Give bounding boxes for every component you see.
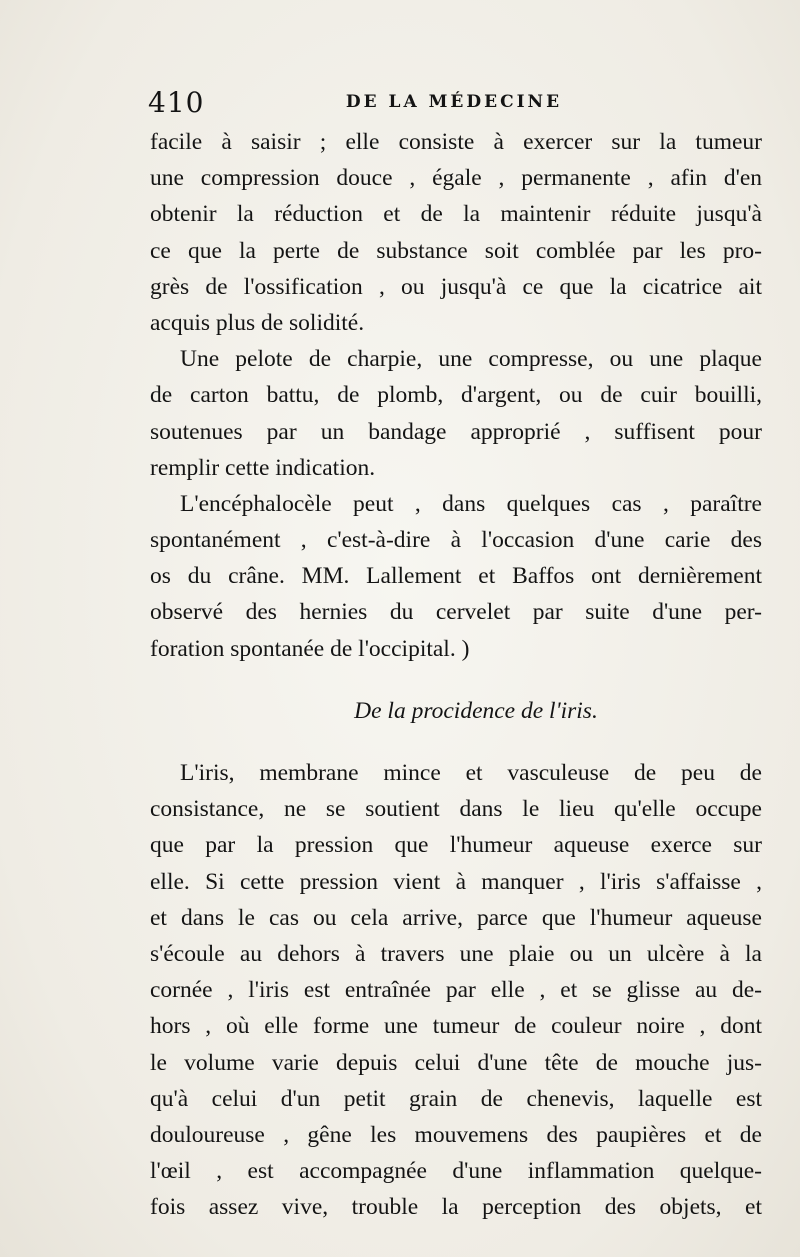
body-text: [150, 124, 762, 1225]
text-line: s'écoule au dehors à travers une plaie ou un ulcère à la: [150, 940, 762, 967]
text-line: grès de l'ossification , ou jusqu'à ce que la cicatrice ait: [150, 273, 762, 300]
text-line: elle. Si cette pression vient à manquer , l'iris s'affaisse ,: [150, 868, 762, 895]
page-number: 410: [148, 86, 205, 119]
text-line: le volume varie depuis celui d'une tête de mouche jus-: [150, 1049, 762, 1076]
text-line: fois assez vive, trouble la perception des objets, et: [150, 1194, 762, 1221]
running-title: DE LA MÉDECINE: [345, 92, 563, 112]
text-line: spontanément , c'est-à-dire à l'occasion d'une carie des: [150, 527, 762, 554]
spacer: [150, 729, 762, 755]
page-header: [148, 86, 760, 122]
text-line: l'œil , est accompagnée d'une inflammation quelque-: [150, 1158, 762, 1185]
text-line: L'encéphalocèle peut , dans quelques cas , paraître: [180, 490, 762, 517]
text-line: Une pelote de charpie, une compresse, ou une plaque: [180, 346, 762, 373]
text-line: ce que la perte de substance soit comblée par les pro-: [150, 237, 762, 264]
text-line: obtenir la réduction et de la maintenir réduite jusqu'à: [150, 201, 762, 228]
text-line: acquis plus de solidité.: [150, 309, 365, 336]
spacer: [150, 667, 762, 693]
text-line: qu'à celui d'un petit grain de chenevis, laquelle est: [150, 1085, 762, 1112]
text-line: de carton battu, de plomb, d'argent, ou de cuir bouilli,: [150, 382, 762, 409]
text-line: consistance, ne se soutient dans le lieu qu'elle occupe: [150, 796, 762, 823]
text-line: L'iris, membrane mince et vasculeuse de peu de: [180, 760, 762, 786]
text-line: facile à saisir ; elle consiste à exercer sur la tumeur: [150, 129, 762, 155]
text-line: observé des hernies du cervelet par suite d'une per-: [150, 599, 762, 626]
text-line: foration spontanée de l'occipital. ): [150, 635, 470, 662]
text-line: soutenues par un bandage approprié , suffisent pour: [150, 418, 762, 445]
text-line: et dans le cas ou cela arrive, parce que l'humeur aqueuse: [150, 904, 762, 931]
text-line: une compression douce , égale , permanente , afin d'en: [150, 165, 762, 192]
text-line: hors , où elle forme une tumeur de couleur noire , dont: [150, 1013, 762, 1040]
text-line: remplir cette indication.: [150, 454, 376, 481]
text-line: cornée , l'iris est entraînée par elle , et se glisse au de-: [150, 977, 762, 1004]
text-line: douloureuse , gêne les mouvemens des paupières et de: [150, 1121, 762, 1148]
text-line: que par la pression que l'humeur aqueuse exerce sur: [150, 832, 762, 859]
section-heading: De la procidence de l'iris.: [354, 697, 598, 724]
text-line: os du crâne. MM. Lallement et Baffos ont dernièrement: [150, 563, 762, 590]
